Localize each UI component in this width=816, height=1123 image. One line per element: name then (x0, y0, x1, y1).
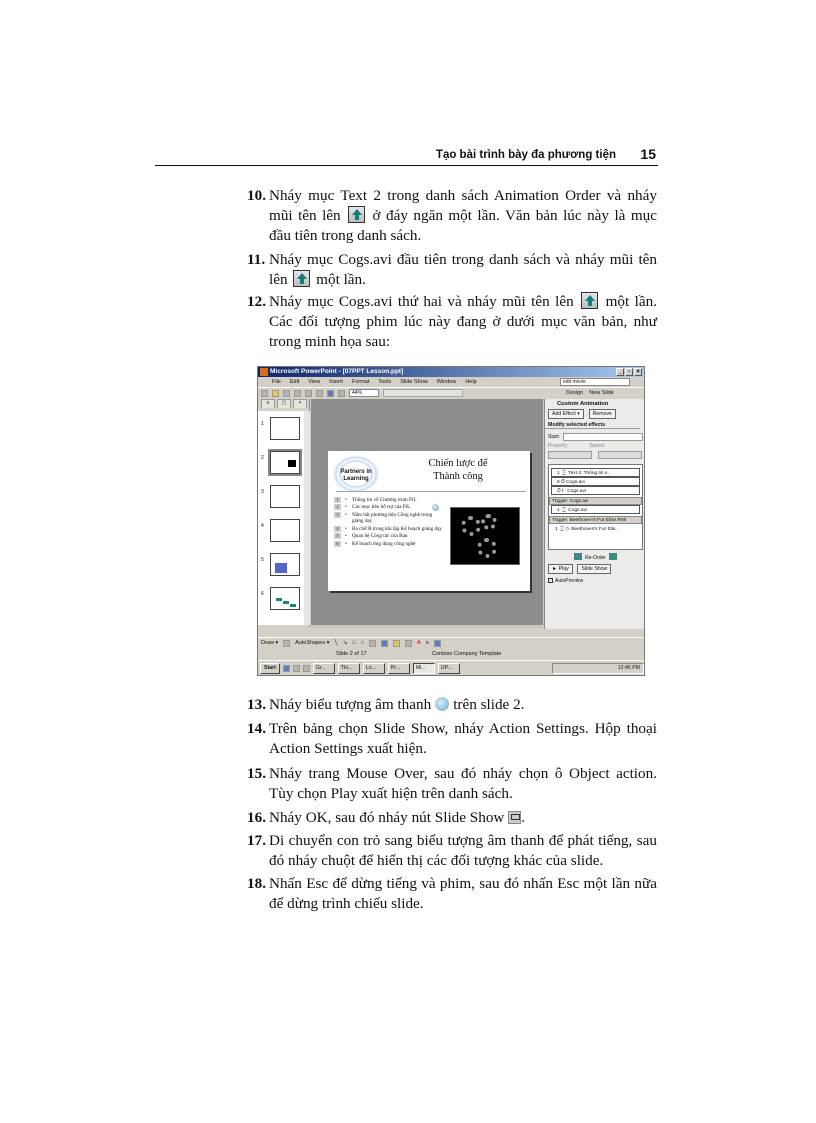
font-color-icon[interactable]: A (416, 640, 421, 646)
step-13: 13. Nháy biểu tượng âm thanh trên slide 2. (247, 696, 525, 713)
standard-toolbar (258, 387, 644, 398)
paste-icon[interactable] (305, 390, 312, 397)
chart-icon[interactable] (327, 390, 334, 397)
open-icon[interactable] (272, 390, 279, 397)
bullet-item: 5 • Quan hệ Công tác của Bạn (334, 533, 444, 539)
slide-bullets (334, 497, 444, 548)
animation-order-list[interactable] (548, 464, 643, 550)
system-tray-clock: 12:45 PM (552, 663, 644, 674)
design-button[interactable]: Design (566, 390, 584, 396)
textbox-icon[interactable] (369, 640, 376, 647)
shadow-icon[interactable] (434, 640, 441, 647)
select-pointer-icon[interactable] (283, 640, 290, 647)
canvas-scrollbar[interactable] (311, 625, 543, 628)
bullet-item: 6 • Kế hoạch ứng dụng công nghệ (334, 541, 444, 547)
slide-thumbnail[interactable] (270, 417, 300, 440)
line-style-icon[interactable]: ≡ (425, 640, 429, 646)
step-17: 17. Di chuyển con trỏ sang biểu tượng âm thanh để phát tiếng, sau đó nháy chuột để hiển thị các đối tượng khác của slide. (247, 832, 657, 869)
font-select[interactable] (383, 389, 463, 397)
animation-item[interactable]: 1 ⌚ Cogs.avi (551, 505, 640, 514)
step-16: 16. Nháy OK, sau đó nháy nút Slide Show . (247, 809, 525, 826)
move-up-icon (293, 270, 310, 287)
trigger-header: Trigger: Cogs.avi (549, 497, 642, 505)
animation-item[interactable]: ⏱ ▷ Cogs.avi (551, 486, 640, 495)
fill-color-icon[interactable] (405, 640, 412, 647)
taskbar-item-active[interactable]: Mi... (413, 663, 435, 674)
animation-item[interactable]: 6 ⏱ Cogs.avi (551, 477, 640, 486)
sound-icon (435, 697, 449, 711)
move-up-icon (581, 292, 598, 309)
wordart-icon[interactable] (381, 640, 388, 647)
step-11: 11. Nháy mục Cogs.avi đầu tiên trong danh sách và nháy mũi tên lên một lần. (247, 251, 657, 288)
window-titlebar: Microsoft PowerPoint - [07PPT Lesson.ppt] _ ▫ × (258, 367, 644, 377)
taskbar-item[interactable]: Pr... (388, 663, 410, 674)
bullet-item: 3 • Nắm bắt phương tiện Công nghệ trong giảng dạy (334, 512, 444, 525)
line-icon[interactable]: ╲ (334, 640, 338, 646)
oval-icon[interactable]: ○ (360, 640, 364, 646)
move-up-icon (348, 206, 365, 223)
slide-2: Partners in Learning Chiến lược để Thành công 1 • Thông tin về Chương trình PiL 2 • Các mục tiêu hỗ trợ của PiL 3 • Nắm bắt phương tiện Công nghệ trong giảng dạy 4 • Ba chữ R trong khi lập Kế hoạch giảng dạy 5 • Quan hệ Công tác của Bạn 6 • Kế hoạch ứng dụng công nghệ (328, 451, 530, 591)
move-up-icon[interactable] (574, 553, 582, 560)
slides-tab[interactable]: ▢ (277, 399, 291, 408)
custom-animation-pane: Custom Animation Add Effect ▾ Remove Modify selected effects Start: Property: Speed: 1 ⌚ Text 2: Thông tin v... 6 ⏱ Cogs.avi ⏱ ▷ Cogs.avi Trigger: Cogs.avi 1 ⌚ Cogs.avi Trigger: Beethoven's Fur Elise.RMI 1 ⌚ ▷ Beethoven's Fur Elis... Re-Order ► Play Slide Show AutoPreview (544, 399, 645, 629)
bullet-item: 1 • Thông tin về Chương trình PiL (334, 497, 444, 503)
slide-thumbnail[interactable] (270, 587, 300, 610)
outline-tab[interactable]: ≡ (261, 399, 275, 408)
slide-count: Slide 2 of 17 (336, 651, 367, 657)
clipart-icon[interactable] (393, 640, 400, 647)
menu-edit[interactable]: Edit (289, 379, 300, 385)
ie-icon[interactable] (283, 665, 290, 672)
new-slide-button[interactable]: New Slide (589, 390, 614, 396)
task-pane-title: Custom Animation (557, 401, 609, 407)
restore-icon[interactable]: ▫ (625, 368, 633, 376)
zoom-select[interactable]: 44% (349, 389, 379, 397)
step-10: 10. Nháy mục Text 2 trong danh sách Animation Order và nháy mũi tên lên ở đáy ngăn một lần. Văn bản lúc này là mục đầu tiên trong danh sách. (247, 187, 658, 244)
windows-taskbar (258, 660, 645, 676)
drawing-toolbar (258, 637, 645, 648)
sound-icon[interactable] (432, 504, 439, 511)
page-header (155, 146, 658, 166)
remove-button[interactable]: Remove (589, 409, 616, 419)
add-effect-button[interactable]: Add Effect ▾ (548, 409, 584, 419)
autoshapes-menu[interactable]: AutoShapes ▾ (295, 640, 330, 646)
menu-insert[interactable]: Insert (329, 379, 343, 385)
property-select[interactable] (548, 451, 592, 459)
status-bar (258, 649, 645, 659)
chapter-title: Tạo bài trình bày đa phương tiện (435, 149, 616, 161)
slides-pane: ≡ ▢ × 1 2 3 4 5 6 (258, 399, 310, 627)
print-icon[interactable] (283, 390, 290, 397)
play-button[interactable]: ► Play (548, 564, 573, 574)
slide-thumbnail[interactable] (270, 485, 300, 508)
slide-thumbnail-selected[interactable] (270, 451, 300, 474)
close-pane-icon[interactable]: × (293, 399, 307, 408)
table-icon[interactable] (338, 390, 345, 397)
slide-canvas (311, 399, 543, 625)
speed-select[interactable] (598, 451, 642, 459)
thumbnails-scrollbar[interactable] (304, 411, 310, 625)
menu-window[interactable]: Window (436, 379, 457, 385)
minimize-icon[interactable]: _ (616, 368, 624, 376)
menu-bar (258, 377, 644, 387)
start-select[interactable] (563, 433, 643, 441)
animation-item[interactable]: 1 ⌚ Text 2: Thông tin v... (551, 468, 640, 477)
page-number: 15 (640, 146, 656, 162)
bullet-item: 4 • Ba chữ R trong khi lập Kế hoạch giảng dạy (334, 526, 444, 532)
animation-item[interactable]: 1 ⌚ ▷ Beethoven's Fur Elis... (555, 527, 620, 532)
slide-show-icon (508, 811, 521, 824)
powerpoint-screenshot (257, 366, 645, 676)
step-14: 14. Trên bảng chọn Slide Show, nháy Action Settings. Hộp thoại Action Settings xuất hiện. (247, 720, 657, 757)
copy-icon[interactable] (294, 390, 301, 397)
slide-thumbnail[interactable] (270, 519, 300, 542)
slide-title: Chiến lược để Thành công (428, 458, 488, 482)
close-icon[interactable]: × (634, 368, 642, 376)
taskbar-item[interactable]: Gr... (313, 663, 335, 674)
cogs-movie[interactable] (450, 507, 520, 565)
desktop-icon[interactable] (293, 665, 300, 672)
menu-view[interactable]: View (308, 379, 321, 385)
draw-menu[interactable]: Draw ▾ (261, 640, 279, 646)
menu-format[interactable]: Format (351, 379, 370, 385)
slide-thumbnail[interactable] (270, 553, 300, 576)
step-15: 15. Nháy trang Mouse Over, sau đó nháy chọn ô Object action. Tùy chọn Play xuất hiện trên danh sách. (247, 765, 657, 802)
start-button[interactable]: Start (260, 663, 280, 674)
menu-slide-show[interactable]: Slide Show (400, 379, 428, 385)
menu-help[interactable]: Help (465, 379, 477, 385)
step-12: 12. Nháy mục Cogs.avi thứ hai và nháy mũi tên lên một lần. Các đối tượng phim lúc này đang ở dưới mục văn bản, như trong minh họa sau: (247, 293, 658, 350)
help-search-box[interactable]: edit movie (560, 378, 630, 386)
template-name: Contoso Company Template (432, 651, 502, 657)
undo-icon[interactable] (316, 390, 323, 397)
taskbar-item[interactable]: TH... (338, 663, 360, 674)
menu-tools[interactable]: Tools (378, 379, 392, 385)
step-18: 18. Nhấn Esc để dừng tiếng và phim, sau đó nhấn Esc một lần nữa để dừng trình chiếu slide. (247, 875, 657, 912)
powerpoint-icon (260, 368, 268, 376)
rectangle-icon[interactable]: □ (352, 640, 356, 646)
reorder-controls: Re-Order (545, 553, 645, 561)
bullet-item: 2 • Các mục tiêu hỗ trợ của PiL (334, 504, 444, 510)
autopreview-checkbox[interactable]: AutoPreview (545, 578, 645, 584)
quicklaunch-icon[interactable] (303, 665, 310, 672)
trigger-header: Trigger: Beethoven's Fur Elise.RMI (549, 516, 642, 524)
arrow-icon[interactable]: ↘ (342, 640, 348, 646)
taskbar-item[interactable]: Lo... (363, 663, 385, 674)
taskbar-item[interactable]: UP... (438, 663, 460, 674)
new-icon[interactable] (261, 390, 268, 397)
move-down-icon[interactable] (609, 553, 617, 560)
slide-show-button[interactable]: Slide Show (577, 564, 611, 574)
menu-file[interactable]: File (272, 379, 281, 385)
